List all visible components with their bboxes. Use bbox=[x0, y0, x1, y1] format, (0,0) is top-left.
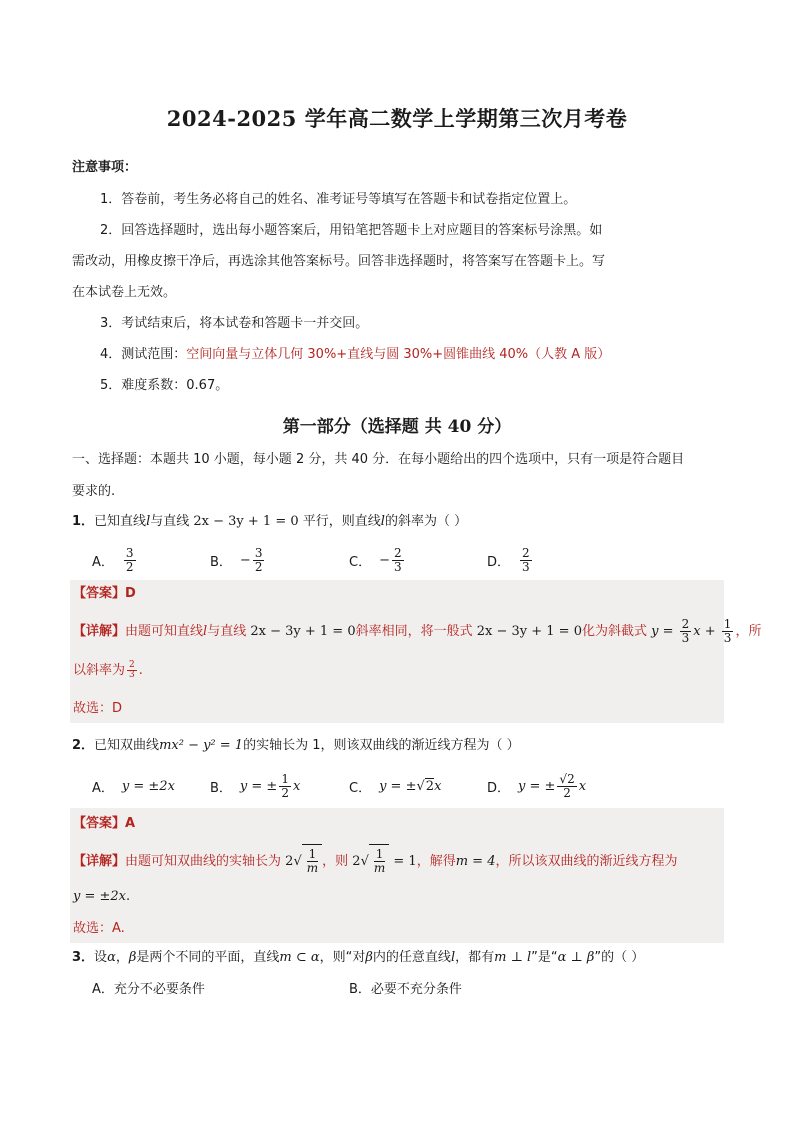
numerator: 2 bbox=[681, 617, 690, 631]
notice-item-5: 5．难度系数：0.67。 bbox=[100, 378, 229, 393]
question-number: 3． bbox=[72, 950, 95, 965]
var-l: l bbox=[146, 514, 151, 529]
q3-text: ”是“ bbox=[531, 950, 558, 965]
line-equation: 2x − 3y + 1 = 0 bbox=[476, 624, 582, 639]
fraction bbox=[392, 547, 404, 574]
fraction bbox=[305, 848, 320, 875]
beta: β bbox=[365, 950, 373, 965]
detail-text: ，所 bbox=[735, 624, 762, 639]
var-l: l bbox=[450, 950, 456, 965]
option-label: B． bbox=[210, 780, 232, 796]
answer-label: 【答案】 bbox=[73, 816, 126, 831]
answer-label: 【答案】 bbox=[73, 586, 126, 601]
option-label: D． bbox=[487, 780, 511, 796]
option-label: D． bbox=[487, 554, 511, 570]
denominator: 3 bbox=[129, 670, 135, 680]
alpha: α bbox=[107, 950, 116, 965]
option-a[interactable] bbox=[92, 766, 175, 806]
detail-label: 【详解】 bbox=[73, 854, 126, 869]
detail-text: 化为斜截式 bbox=[581, 624, 647, 639]
option-d[interactable] bbox=[487, 540, 534, 580]
q3-text: ， bbox=[115, 950, 129, 965]
denominator: 3 bbox=[681, 631, 690, 645]
notice-item-3: 3．考试结束后，将本试卷和答题卡一并交回。 bbox=[100, 316, 369, 331]
fraction bbox=[722, 618, 734, 645]
fraction bbox=[557, 773, 576, 800]
option-b[interactable] bbox=[210, 766, 300, 806]
detail-line-1 bbox=[73, 618, 761, 646]
question-1-solution bbox=[70, 580, 762, 723]
numerator: 2 bbox=[129, 660, 135, 670]
detail-label: 【详解】 bbox=[73, 624, 126, 639]
numerator: 1 bbox=[375, 847, 384, 861]
q2-text: 已知双曲线 bbox=[94, 738, 160, 753]
q1-text: 与直线 bbox=[150, 514, 190, 529]
sqrt: √ $\frac{1}{m}$ bbox=[293, 844, 322, 879]
option-math: y = ± bbox=[518, 778, 556, 794]
q3-text: ，都有 bbox=[455, 950, 495, 965]
denominator: 2 bbox=[125, 559, 134, 574]
math-m: m = 4 bbox=[455, 854, 496, 869]
option-math: y = ± bbox=[379, 778, 417, 794]
q3-text: ，则“对 bbox=[319, 950, 366, 965]
section-intro-a: 一、选择题：本题共 10 小题，每小题 2 分，共 40 分．在每小题给出的四个选项中，只有一项是符合题目 bbox=[72, 452, 685, 467]
answer-value: D bbox=[125, 586, 136, 601]
detail-text: 以斜率为 bbox=[73, 663, 126, 678]
option-a[interactable] bbox=[92, 540, 138, 580]
denominator: 2 bbox=[563, 785, 571, 800]
fraction bbox=[680, 618, 692, 645]
question-3-stem bbox=[72, 948, 644, 968]
question-2-stem bbox=[72, 736, 520, 756]
q1-text: 已知直线 bbox=[94, 514, 147, 529]
section-title: 第一部分（选择题 共 40 分） bbox=[282, 417, 512, 437]
option-math: x bbox=[434, 778, 442, 794]
numerator: 2 bbox=[393, 545, 402, 560]
answer-line bbox=[73, 583, 136, 605]
math-ab-perp: α ⊥ β bbox=[557, 950, 595, 965]
choose-line: 故选：A. bbox=[73, 921, 125, 936]
fraction bbox=[372, 848, 387, 875]
option-b[interactable] bbox=[210, 540, 266, 580]
math-eq: = 1 bbox=[393, 854, 417, 869]
option-c[interactable] bbox=[349, 540, 406, 580]
option-c[interactable] bbox=[349, 766, 441, 806]
beta: β bbox=[128, 950, 137, 965]
notice-item-1: 1．答卷前，考生务必将自己的姓名、准考证号等填写在答题卡和试卷指定位置上。 bbox=[100, 192, 577, 207]
numerator: 1 bbox=[281, 771, 289, 786]
test-scope: 空间向量与立体几何 30%+直线与圆 30%+圆锥曲线 40%（人教 A 版） bbox=[186, 347, 611, 362]
denominator: 3 bbox=[723, 631, 732, 645]
notice-item-4-prefix: 4．测试范围： bbox=[100, 347, 187, 362]
question-1-options bbox=[92, 540, 692, 580]
detail-text: ，解得 bbox=[416, 854, 456, 869]
math-two: 2 bbox=[352, 854, 361, 869]
page-title: 2024-2025 学年高二数学上学期第三次月考卷 bbox=[166, 106, 628, 131]
minus-sign: − bbox=[239, 552, 251, 568]
math-m-perp: m ⊥ l bbox=[494, 950, 532, 965]
option-math: y = ±2x bbox=[121, 778, 175, 794]
option-math: y = ± bbox=[239, 778, 278, 794]
sqrt: √ $\frac{1}{m}$ bbox=[361, 844, 390, 879]
fraction bbox=[520, 547, 532, 574]
option-b[interactable]: B．必要不充分条件 bbox=[349, 982, 462, 997]
notice-item-2b: 需改动，用橡皮擦干净后，再选涂其他答案标号。回答非选择题时，将答案写在答题卡上。写 bbox=[72, 254, 606, 269]
option-label: A． bbox=[92, 780, 114, 796]
detail-line-2 bbox=[73, 886, 130, 908]
notice-heading: 注意事项： bbox=[72, 160, 138, 175]
detail-text: 由题可知双曲线的实轴长为 bbox=[125, 854, 282, 869]
numerator: 1 bbox=[723, 617, 732, 631]
hyperbola-equation: mx² − y² = 1 bbox=[159, 738, 244, 753]
q1-text: 平行，则直线 bbox=[302, 514, 381, 529]
detail-text: 由题可知直线 bbox=[125, 624, 204, 639]
radicand: 2 bbox=[425, 779, 435, 794]
denominator: m bbox=[373, 861, 386, 875]
math-y: y = bbox=[651, 624, 674, 639]
question-number: 2． bbox=[72, 738, 95, 753]
detail-text: 斜率相同，将一般式 bbox=[355, 624, 473, 639]
option-d[interactable] bbox=[487, 766, 586, 806]
question-number: 1． bbox=[72, 514, 95, 529]
math-two: 2 bbox=[285, 854, 294, 869]
notice-item-2a: 2．回答选择题时，选出每小题答案后，用铅笔把答题卡上对应题目的答案标号涂黑。如 bbox=[100, 223, 603, 238]
option-label: C． bbox=[349, 554, 372, 570]
question-1-stem bbox=[72, 512, 467, 532]
detail-line-1 bbox=[73, 844, 678, 879]
numerator: 3 bbox=[125, 545, 134, 560]
answer-line bbox=[73, 813, 135, 835]
detail-text: 与直线 bbox=[207, 624, 247, 639]
detail-text: . bbox=[138, 663, 143, 678]
denominator: 3 bbox=[522, 559, 530, 574]
option-label: B． bbox=[210, 554, 232, 570]
q3-text: 是两个不同的平面，直线 bbox=[136, 950, 280, 965]
numerator: 1 bbox=[308, 847, 317, 861]
var-l: l bbox=[380, 514, 385, 529]
denominator: 2 bbox=[281, 785, 289, 800]
var-l: l bbox=[203, 624, 208, 639]
line-equation: 2x − 3y + 1 = 0 bbox=[250, 624, 356, 639]
notice-item-2c: 在本试卷上无效。 bbox=[72, 285, 177, 300]
sqrt: √ 2 bbox=[416, 778, 435, 794]
section-intro-b: 要求的. bbox=[72, 484, 116, 499]
math-m-subset: m ⊂ α bbox=[279, 950, 320, 965]
fraction bbox=[127, 661, 137, 680]
detail-text: . bbox=[126, 889, 131, 904]
fraction bbox=[124, 547, 136, 574]
q2-text: 的实轴长为 1，则该双曲线的渐近线方程为（ ） bbox=[243, 738, 520, 753]
answer-value: A bbox=[125, 816, 136, 831]
option-label: A． bbox=[92, 554, 114, 570]
q3-text: 内的任意直线 bbox=[372, 950, 451, 965]
fraction bbox=[279, 773, 291, 800]
numerator: 2 bbox=[522, 545, 530, 560]
detail-text: ，所以该双曲线的渐近线方程为 bbox=[495, 854, 678, 869]
denominator: m bbox=[306, 861, 319, 875]
denominator: 3 bbox=[393, 559, 402, 574]
notice-item-4 bbox=[100, 345, 610, 365]
detail-text: ，则 bbox=[322, 854, 349, 869]
choose-line: 故选：D bbox=[73, 701, 123, 716]
option-a[interactable]: A．充分不必要条件 bbox=[92, 982, 205, 997]
q1-text: 的斜率为（ ） bbox=[384, 514, 468, 529]
numerator: 3 bbox=[254, 545, 263, 560]
minus-sign: − bbox=[379, 552, 390, 568]
denominator: 2 bbox=[254, 559, 263, 574]
fraction bbox=[253, 547, 265, 574]
option-math: x bbox=[578, 778, 587, 794]
detail-line-2 bbox=[73, 660, 143, 682]
option-math: x bbox=[292, 778, 301, 794]
asymptote-equation: y = ±2x bbox=[73, 889, 126, 904]
option-label: C． bbox=[349, 780, 372, 796]
question-2-solution bbox=[70, 808, 724, 943]
question-2-options bbox=[92, 766, 692, 806]
q3-text: ”的（ ） bbox=[594, 950, 645, 965]
numerator: √2 bbox=[559, 771, 575, 786]
line-equation: 2x − 3y + 1 = 0 bbox=[193, 514, 299, 529]
math-x: x + bbox=[693, 624, 716, 639]
q3-text: 设 bbox=[94, 950, 108, 965]
